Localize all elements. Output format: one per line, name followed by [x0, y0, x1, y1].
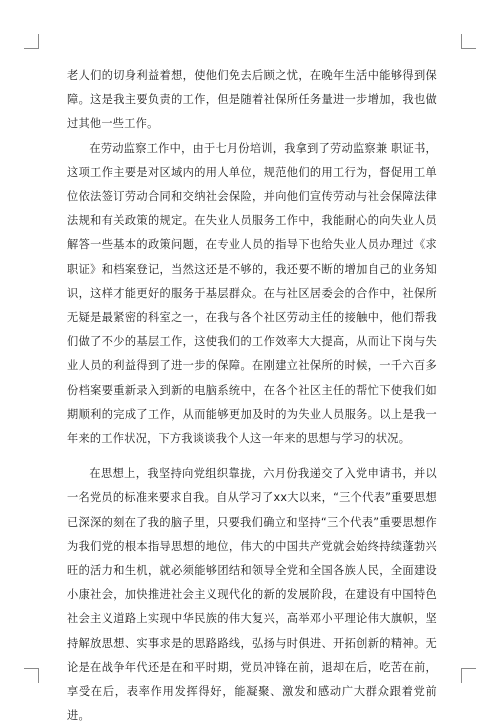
crop-mark-bottom-left	[24, 668, 39, 683]
paragraph-labor-inspection: 在劳动监察工作中，由于七月份培训，我拿到了劳动监察兼 职证书，这项工作主要是对区域内的用人单位，规范他们的用工行为，督促用工单位依法签订劳动合同和交纳社会保险，并向他们宣传劳动与社会保障法律法规和有关政策的规定。在失业人员服务工作中，我能耐心的向失业人员解答一些基本的政策问题，在专业人员的指导下也给失业人员办理过《求职证》和档案登记，当然这还是不够的，我还要不断的增加自己的业务知识，这样才能更好的服务于基层群众。在与社区居委会的合作中，社保所无疑是最紧密的科室之一，在我与各个社区劳动主任的接触中，他们帮我们做了不少的基层工作，这使我们的工作效率大大提高，从而让下岗与失业人员的利益得到了进一步的保障。在刚建立社保所的时候，一千六百多份档案要重新录入到新的电脑系统中，在各个社区主任的帮忙下使我们如期顺利的完成了工作，从而能够更加及时的为失业人员服务。以上是我一年来的工作状况，下方我谈谈我个人这一年来的思想与学习的状况。	[67, 141, 437, 446]
paragraph-continuation: 老人们的切身利益着想，使他们免去后顾之忧，在晚年生活中能够得到保障。这是我主要负责的工作，但是随着社保所任务量进一步增加，我也做过其他一些工作。	[67, 69, 437, 131]
document-body	[67, 64, 437, 728]
paragraph-spacer	[67, 451, 437, 462]
crop-mark-top-right	[461, 34, 476, 49]
crop-mark-top-left	[24, 34, 39, 49]
paragraph-ideology: 在思想上，我坚持向党组织靠拢，六月份我递交了入党申请书，并以一名党员的标准来要求自我。自从学习了xx大以来，“三个代表”重要思想已深深的刻在了我的脑子里，只要我们确立和坚持“三个代表”重要思想作为我们党的根本指导思想的地位，伟大的中国共产党就会始终持续蓬勃兴旺的活力和生机，就必须能够团结和领导全党和全国各族人民，全面建设小康社会，加快推进社会主义现代化的新的发展阶段，在建设有中国特色社会主义道路上实现中华民族的伟大复兴，高举邓小平理论伟大旗帜，坚持解放思想、实事求是的思路路线，弘扬与时俱进、开拓创新的精神。无论是在战争年代还是在和平时期，党员冲锋在前，退却在后，吃苦在前，享受在后，表率作用发挥得好，能凝聚、激发和感动广大群众跟着党前进。	[67, 467, 437, 723]
crop-mark-bottom-right	[461, 668, 476, 683]
